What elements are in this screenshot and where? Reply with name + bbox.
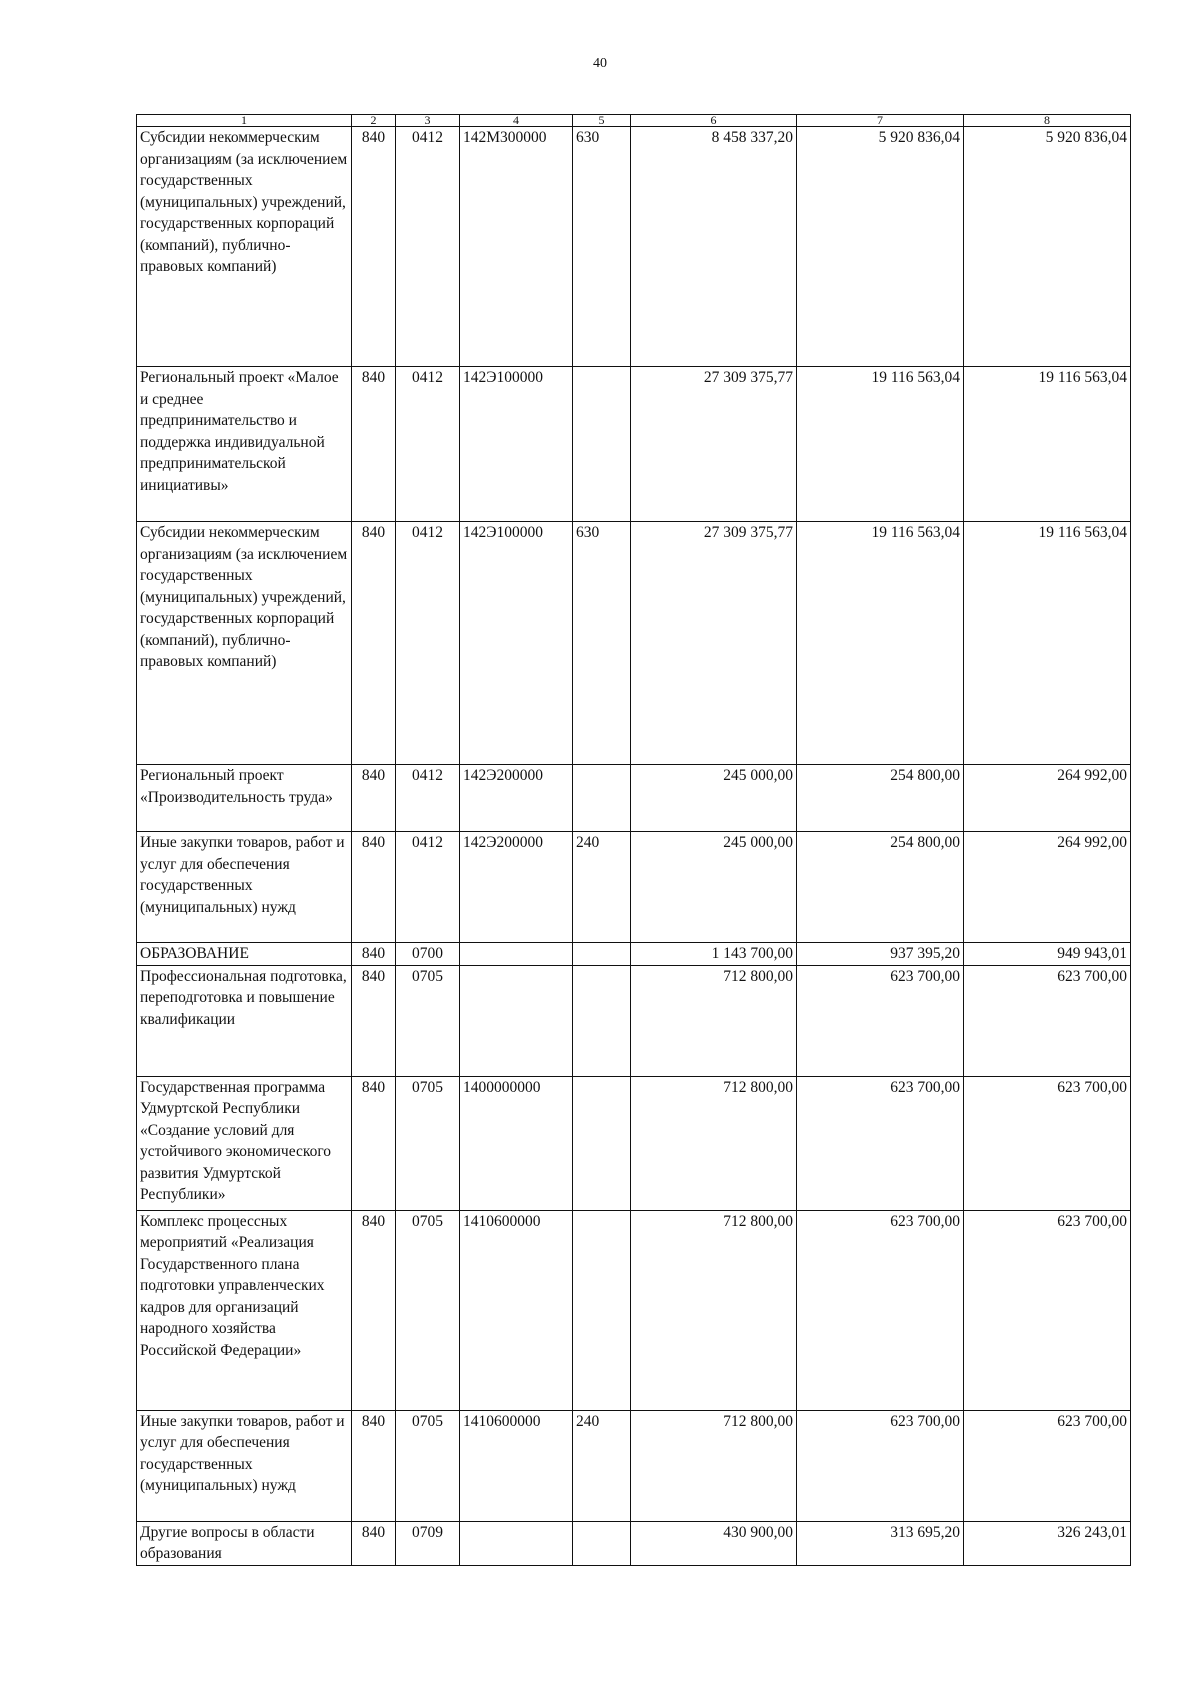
table-row xyxy=(137,832,1131,943)
column-number: 4 xyxy=(460,115,573,127)
section-code: 0412 xyxy=(396,832,460,943)
amount-col7: 937 395,20 xyxy=(797,943,964,966)
amount-col8: 264 992,00 xyxy=(964,832,1131,943)
ministry-code: 840 xyxy=(352,832,396,943)
column-number: 7 xyxy=(797,115,964,127)
target-article-code: 1400000000 xyxy=(460,1076,573,1210)
section-code: 0705 xyxy=(396,1410,460,1521)
expense-type-code: 630 xyxy=(573,522,631,765)
amount-col7: 623 700,00 xyxy=(797,1410,964,1521)
amount-col6: 27 309 375,77 xyxy=(631,522,797,765)
row-name: Комплекс процессных мероприятий «Реализация Государственного плана подготовки управленческих кадров для организаций народного хозяйства Российской Федерации» xyxy=(137,1210,352,1410)
row-name: Профессиональная подготовка, переподготовка и повышение квалификации xyxy=(137,965,352,1076)
expense-type-code xyxy=(573,1076,631,1210)
target-article-code xyxy=(460,943,573,966)
target-article-code: 142Э200000 xyxy=(460,832,573,943)
row-name: Субсидии некоммерческим организациям (за исключением государственных (муниципальных) учреждений, государственных корпораций (компаний), публично-правовых компаний) xyxy=(137,127,352,367)
amount-col7: 313 695,20 xyxy=(797,1521,964,1565)
row-name: Иные закупки товаров, работ и услуг для обеспечения государственных (муниципальных) нужд xyxy=(137,1410,352,1521)
row-name: Иные закупки товаров, работ и услуг для обеспечения государственных (муниципальных) нужд xyxy=(137,832,352,943)
row-name: Субсидии некоммерческим организациям (за исключением государственных (муниципальных) учреждений, государственных корпораций (компаний), публично-правовых компаний) xyxy=(137,522,352,765)
section-code: 0412 xyxy=(396,522,460,765)
budget-table xyxy=(136,114,1131,1566)
target-article-code xyxy=(460,1521,573,1565)
section-code: 0705 xyxy=(396,965,460,1076)
amount-col6: 8 458 337,20 xyxy=(631,127,797,367)
ministry-code: 840 xyxy=(352,943,396,966)
expense-type-code: 630 xyxy=(573,127,631,367)
expense-type-code xyxy=(573,1210,631,1410)
section-code: 0700 xyxy=(396,943,460,966)
ministry-code: 840 xyxy=(352,1410,396,1521)
amount-col7: 623 700,00 xyxy=(797,965,964,1076)
table-row xyxy=(137,127,1131,367)
amount-col6: 430 900,00 xyxy=(631,1521,797,1565)
amount-col7: 19 116 563,04 xyxy=(797,522,964,765)
expense-type-code: 240 xyxy=(573,1410,631,1521)
ministry-code: 840 xyxy=(352,1521,396,1565)
table-row xyxy=(137,1076,1131,1210)
table-row xyxy=(137,522,1131,765)
row-name: ОБРАЗОВАНИЕ xyxy=(137,943,352,966)
target-article-code: 1410600000 xyxy=(460,1410,573,1521)
amount-col7: 5 920 836,04 xyxy=(797,127,964,367)
column-number: 6 xyxy=(631,115,797,127)
target-article-code: 142Э100000 xyxy=(460,367,573,522)
amount-col8: 623 700,00 xyxy=(964,965,1131,1076)
row-name: Государственная программа Удмуртской Республики «Создание условий для устойчивого экономического развития Удмуртской Республики» xyxy=(137,1076,352,1210)
amount-col8: 623 700,00 xyxy=(964,1076,1131,1210)
amount-col6: 712 800,00 xyxy=(631,1210,797,1410)
table-row xyxy=(137,943,1131,966)
table-row xyxy=(137,1521,1131,1565)
amount-col7: 623 700,00 xyxy=(797,1210,964,1410)
amount-col6: 1 143 700,00 xyxy=(631,943,797,966)
target-article-code: 142М300000 xyxy=(460,127,573,367)
amount-col6: 245 000,00 xyxy=(631,765,797,832)
table-row xyxy=(137,1410,1131,1521)
row-name: Другие вопросы в области образования xyxy=(137,1521,352,1565)
section-code: 0412 xyxy=(396,127,460,367)
amount-col8: 949 943,01 xyxy=(964,943,1131,966)
table-row xyxy=(137,367,1131,522)
expense-type-code xyxy=(573,1521,631,1565)
table-row xyxy=(137,1210,1131,1410)
column-number: 8 xyxy=(964,115,1131,127)
amount-col7: 254 800,00 xyxy=(797,832,964,943)
section-code: 0705 xyxy=(396,1076,460,1210)
section-code: 0412 xyxy=(396,765,460,832)
page-number: 40 xyxy=(593,56,607,71)
target-article-code: 142Э200000 xyxy=(460,765,573,832)
amount-col8: 5 920 836,04 xyxy=(964,127,1131,367)
amount-col7: 19 116 563,04 xyxy=(797,367,964,522)
ministry-code: 840 xyxy=(352,1076,396,1210)
column-number: 5 xyxy=(573,115,631,127)
amount-col8: 623 700,00 xyxy=(964,1210,1131,1410)
ministry-code: 840 xyxy=(352,765,396,832)
ministry-code: 840 xyxy=(352,1210,396,1410)
amount-col6: 712 800,00 xyxy=(631,965,797,1076)
amount-col8: 19 116 563,04 xyxy=(964,367,1131,522)
section-code: 0705 xyxy=(396,1210,460,1410)
column-number: 1 xyxy=(137,115,352,127)
expense-type-code xyxy=(573,367,631,522)
ministry-code: 840 xyxy=(352,367,396,522)
target-article-code: 1410600000 xyxy=(460,1210,573,1410)
table-row xyxy=(137,965,1131,1076)
amount-col6: 712 800,00 xyxy=(631,1410,797,1521)
amount-col8: 326 243,01 xyxy=(964,1521,1131,1565)
table-row xyxy=(137,765,1131,832)
column-number: 3 xyxy=(396,115,460,127)
amount-col6: 712 800,00 xyxy=(631,1076,797,1210)
amount-col7: 254 800,00 xyxy=(797,765,964,832)
ministry-code: 840 xyxy=(352,965,396,1076)
amount-col6: 27 309 375,77 xyxy=(631,367,797,522)
amount-col7: 623 700,00 xyxy=(797,1076,964,1210)
amount-col8: 264 992,00 xyxy=(964,765,1131,832)
row-name: Региональный проект «Малое и среднее предпринимательство и поддержка индивидуальной предпринимательской инициативы» xyxy=(137,367,352,522)
expense-type-code xyxy=(573,965,631,1076)
amount-col6: 245 000,00 xyxy=(631,832,797,943)
row-name: Региональный проект «Производительность труда» xyxy=(137,765,352,832)
section-code: 0412 xyxy=(396,367,460,522)
section-code: 0709 xyxy=(396,1521,460,1565)
expense-type-code xyxy=(573,765,631,832)
amount-col8: 19 116 563,04 xyxy=(964,522,1131,765)
column-number: 2 xyxy=(352,115,396,127)
expense-type-code: 240 xyxy=(573,832,631,943)
expense-type-code xyxy=(573,943,631,966)
ministry-code: 840 xyxy=(352,127,396,367)
column-number-row xyxy=(137,115,1131,127)
target-article-code: 142Э100000 xyxy=(460,522,573,765)
amount-col8: 623 700,00 xyxy=(964,1410,1131,1521)
ministry-code: 840 xyxy=(352,522,396,765)
target-article-code xyxy=(460,965,573,1076)
